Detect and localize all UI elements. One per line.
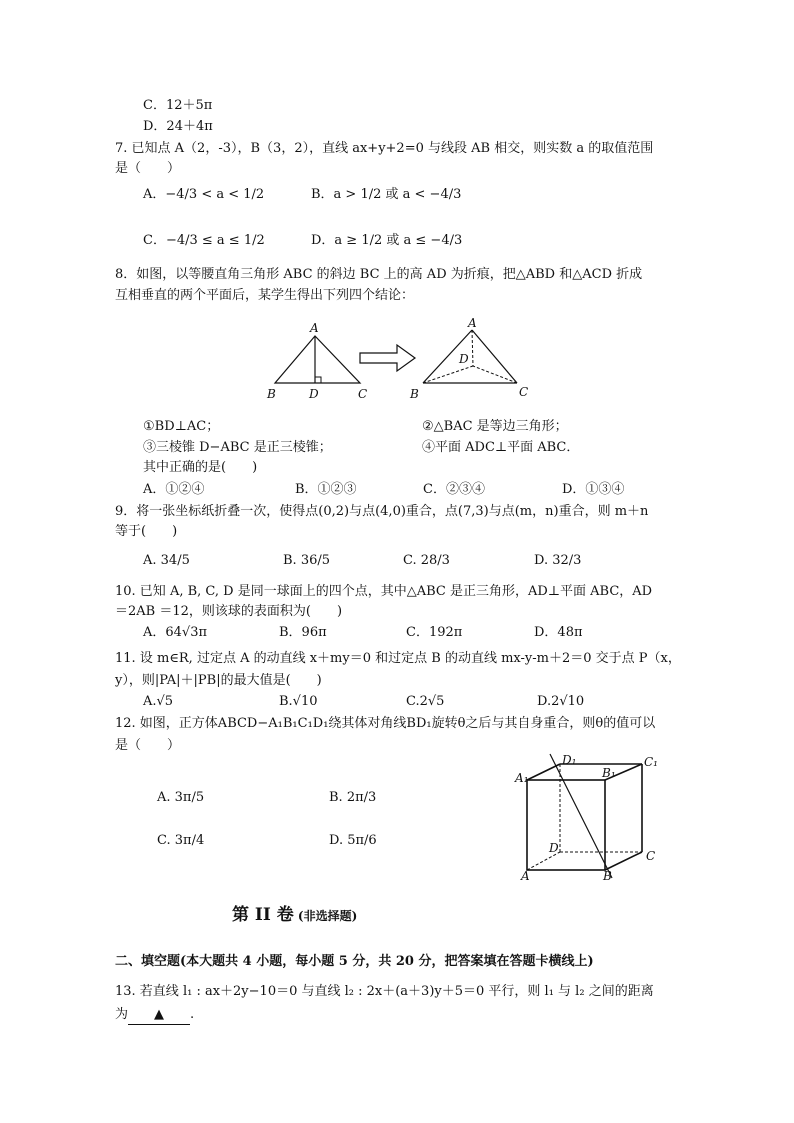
label-b-left: B <box>267 387 276 401</box>
q8-conclusion-3: ③三棱锥 D−ABC 是正三棱锥； <box>143 440 332 455</box>
label-c-right: C <box>519 385 529 399</box>
q13-blank-mark: ▲ <box>154 1007 165 1022</box>
q13-stem-line2 <box>115 1006 194 1025</box>
q7-option-d: D．a ≥ 1/2 或 a ≤ −4/3 <box>311 233 463 248</box>
q12-stem-line1: 12. 如图，正方体ABCD−A₁B₁C₁D₁绕其体对角线BD₁旋转θ之后与其自身重合，则θ的值可以 <box>115 716 656 731</box>
edge-ad-hidden <box>472 330 473 366</box>
cube-label-a: A <box>521 869 530 883</box>
cube-label-c1: C₁ <box>644 755 658 769</box>
prev-option-d: D．24＋4π <box>143 119 213 134</box>
label-a-left: A <box>310 321 319 335</box>
cube-label-b1: B₁ <box>602 766 616 780</box>
q12-cube-figure <box>512 752 682 882</box>
q10-option-d: D．48π <box>534 625 583 640</box>
q12-option-d: D. 5π/6 <box>329 833 377 848</box>
q8-conclusion-1: ①BD⊥AC； <box>143 419 220 434</box>
q13-prefix: 为 <box>115 1007 129 1022</box>
cube-edge-a1d1 <box>527 764 560 780</box>
section2-title-main: 第 II 卷 <box>232 905 294 925</box>
section2-title <box>232 904 357 928</box>
q10-option-c: C．192π <box>406 625 463 640</box>
q8-option-a: A．①②④ <box>143 482 205 497</box>
q11-stem-line1: 11. 设 m∈R, 过定点 A 的动直线 x＋my＝0 和过定点 B 的动直线 mx-y-m＋2＝0 交于点 P（x， <box>115 651 681 666</box>
q8-stem-line1: 8．如图，以等腰直角三角形 ABC 的斜边 BC 上的高 AD 为折痕，把△ABD 和△ACD 折成 <box>115 267 643 282</box>
q13-suffix: . <box>190 1007 195 1022</box>
cube-label-b: B <box>603 869 612 883</box>
q13-stem-line1: 13. 若直线 l₁ : ax＋2y−10＝0 与直线 l₂ : 2x＋(a＋3)y＋5＝0 平行，则 l₁ 与 l₂ 之间的距离 <box>115 984 654 999</box>
cube-edge-bc <box>605 852 642 870</box>
label-d-right: D <box>459 352 469 366</box>
q10-stem-line1: 10. 已知 A, B, C, D 是同一球面上的四个点，其中△ABC 是正三角形，AD⊥平面 ABC，AD <box>115 584 653 599</box>
section2-title-sub: (非选择题) <box>297 909 358 923</box>
q8-stem-line2: 互相垂直的两个平面后，某学生得出下列四个结论： <box>115 288 415 303</box>
triangle-abc <box>275 336 360 383</box>
prev-option-c: C．12＋5π <box>143 98 213 113</box>
q8-option-c: C．②③④ <box>423 482 485 497</box>
section2-heading: 二、填空题(本大题共 4 小题，每小题 5 分，共 20 分，把答案填在答题卡横线上) <box>115 954 594 969</box>
q9-option-c: C. 28/3 <box>403 553 450 568</box>
q9-option-d: D. 32/3 <box>534 553 582 568</box>
q12-option-a: A. 3π/5 <box>157 790 205 805</box>
q12-option-b: B. 2π/3 <box>329 790 377 805</box>
cube-label-a1: A₁ <box>515 771 529 785</box>
cube-front-face <box>527 780 605 870</box>
q9-option-a: A. 34/5 <box>143 553 190 568</box>
q10-option-a: A．64√3π <box>143 625 208 640</box>
q12-stem-line2: 是（ ） <box>115 738 181 753</box>
transform-arrow-icon <box>360 345 415 371</box>
q10-option-b: B．96π <box>279 625 327 640</box>
q7-option-b: B．a > 1/2 或 a < −4/3 <box>311 187 462 202</box>
cube-label-d: D <box>549 841 559 855</box>
label-a-right: A <box>468 316 477 330</box>
q8-fold-figure <box>265 318 565 408</box>
cube-label-d1: D₁ <box>562 753 577 767</box>
q11-stem-line2: y），则|PA|＋|PB|的最大值是( ) <box>115 673 322 688</box>
q7-stem-line1: 7. 已知点 A（2，-3），B（3，2），直线 ax+y+2=0 与线段 AB 相交，则实数 a 的取值范围 <box>115 141 654 156</box>
cube-label-c: C <box>646 849 656 863</box>
q11-option-c: C.2√5 <box>406 694 445 709</box>
q9-option-b: B. 36/5 <box>283 553 331 568</box>
q9-stem-line2: 等于( ) <box>115 524 178 539</box>
q8-conclusion-4: ④平面 ADC⊥平面 ABC． <box>422 440 580 455</box>
q11-option-a: A.√5 <box>143 694 174 709</box>
q7-option-c: C．−4/3 ≤ a ≤ 1/2 <box>143 233 265 248</box>
q8-ask: 其中正确的是( ) <box>143 460 258 475</box>
q7-stem-line2: 是（ ） <box>115 161 181 176</box>
q7-option-a: A．−4/3 < a < 1/2 <box>143 187 265 202</box>
q11-option-d: D.2√10 <box>537 694 585 709</box>
label-d-left: D <box>309 387 319 401</box>
q12-option-c: C. 3π/4 <box>157 833 205 848</box>
label-c-left: C <box>358 387 368 401</box>
q11-option-b: B.√10 <box>279 694 318 709</box>
edge-ac <box>472 330 517 383</box>
q8-conclusion-2: ②△BAC 是等边三角形； <box>422 419 568 434</box>
label-b-right: B <box>410 387 419 401</box>
right-angle-mark <box>315 377 321 383</box>
q9-stem-line1: 9．将一张坐标纸折叠一次，使得点(0,2)与点(4,0)重合，点(7,3)与点(m，n)重合，则 m＋n <box>115 504 649 519</box>
q8-option-d: D．①③④ <box>562 482 625 497</box>
q13-answer-blank[interactable] <box>128 1006 190 1025</box>
q8-option-b: B．①②③ <box>295 482 357 497</box>
q10-stem-line2: ＝2AB ＝12，则该球的表面积为( ) <box>115 604 343 619</box>
